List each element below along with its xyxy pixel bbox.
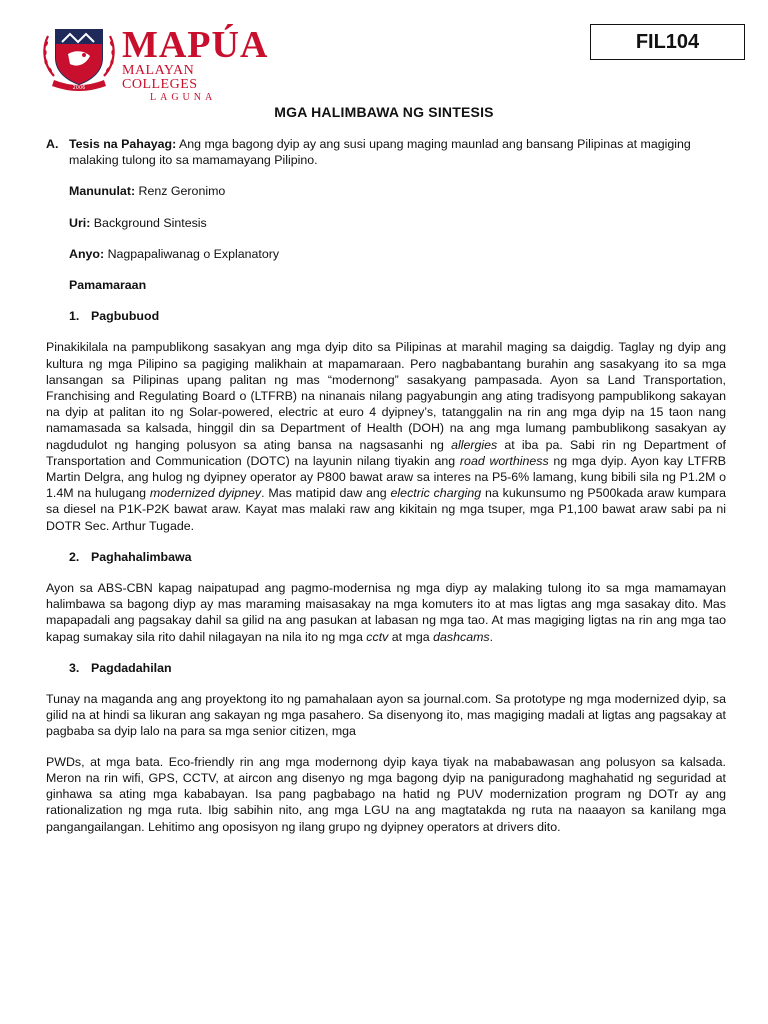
crest-year: 2006 [72, 85, 86, 91]
author-field [69, 183, 726, 199]
text-run: at iba pa. Sabi rin ng Department of Transportation and Communication (DOTC) na layunin nilang tiyakin ang [46, 437, 727, 468]
form-field [69, 246, 726, 262]
section-label: Paghahalimbawa [91, 549, 192, 564]
type-value: Background Sintesis [93, 215, 207, 230]
section-3-paragraph-1: Tunay na maganda ang ang proyektong ito ng pamahalaan ayon sa journal.com. Sa prototype ng mga modernized dyip, sa gilid na at hindi sa likuran ang sakayan ng mga pasahero. Sa disenyong ito, mas magiging madali at ligtas ang pagsakay at pagbaba sa dyip lalo na para sa mga senior citizen, mga [46, 692, 726, 739]
italic-run: electric charging [390, 486, 482, 501]
section-number: 2. [69, 549, 80, 564]
section-heading-3 [69, 660, 726, 676]
italic-run: road worthiness [459, 453, 549, 468]
text-run: . [489, 629, 494, 644]
brand-subtitle: MALAYAN COLLEGES [122, 63, 198, 92]
thesis-marker: A. [46, 137, 59, 151]
type-label: Uri: [69, 215, 91, 230]
thesis-text: Ang mga bagong dyip ay ang susi upang maging maunlad ang bansang Pilipinas at magiging malaking tulong ito sa mamamayang Pilipino. [69, 137, 691, 168]
section-number: 1. [69, 309, 80, 324]
form-label: Anyo: [69, 246, 105, 261]
section-3-paragraph-2: PWDs, at mga bata. Eco-friendly rin ang mga modernong dyip kaya tiyak na mababawasan ang polusyon sa kalsada. Meron na rin wifi, GPS, CCTV, at aircon ang disenyo ng mga bagong dyip na paniguradong maghahatid ng seguridad at ginhawa sa ating mga kababayan. Isa pang pagbabago na hatid ng PUV modernization program ng DOTr ay ang rationalization ng mga ruta. Ibig sabihin nito, ang mga LGU na ang magtatakda ng ruta na naaayon sa kanilang mga pangangailangan. Lehitimo ang oposisyon ng ilang grupo ng dyipney operators at drivers dito. [46, 754, 726, 834]
section-heading-1 [69, 308, 726, 324]
section-heading-2 [69, 549, 726, 565]
italic-run: cctv [366, 629, 389, 644]
text-run: na kukunsumo ng P500kada araw kumpara sa diesel na P1K-P2K bawat araw. Kayat mas malaki raw ang kikitain ng mga tsuper, mga P1,100 bawat araw sabi pa ni DOTR Sec. Arthur Tugade. [46, 486, 726, 533]
brand-location: LAGUNA [150, 92, 217, 103]
section-label: Pagdadahilan [91, 660, 172, 675]
thesis-label: Tesis na Pahayag: [69, 137, 177, 151]
document-body [46, 136, 726, 835]
brand-name: MAPÚA [122, 24, 269, 66]
course-code-box [590, 24, 745, 60]
text-run: at mga [391, 629, 430, 644]
text-run: Pinakikilala na pampublikong sasakyan ang mga dyip dito sa Pilipinas at marahil maging sa daigdig. Taglay ng dyip ang kultura ng mga Pilipino sa pagiging malikhain at mapamaraan. Pero nagbabantang burahin ang sasakyang ito sa mga lansangan sa Pilipinas upang palitan ng mas “modernong” sasakyang pampasada. Ayon sa Land Transportation, Franchising and Regulating Board o (LTFRB) na ninanais nilang pagyabungin ang ating tradisyong pampublikong sakayan na dyip at palitan ito ng Solar-powered, electric at euro 4 dyipney’s, tatanggalin na rin ang mga dyip na 15 taon nang namamasada sa kalsada, hinggil din sa Department of Health (DOH) na ang mga lumang pambublikong sasakyan ay nagdudulot ng hanging polusyon sa ating bansa na nagsasanhi ng [46, 340, 726, 452]
section-2-paragraph [46, 580, 726, 645]
text-run: ng mga dyip. Ayon kay LTFRB Martin Delgra, ang hulog ng dyipney operator ay P800 bawat araw sa interes na P5-6% lamang, kung bibili sila ng P1.2M o 1.4M na hulugang [46, 453, 726, 501]
author-label: Manunulat: [69, 184, 136, 199]
italic-run: dashcams [433, 629, 490, 644]
method-heading: Pamamaraan [69, 278, 147, 293]
section-label: Pagbubuod [91, 309, 160, 324]
section-1-paragraph [46, 339, 726, 533]
type-field [69, 215, 726, 231]
section-number: 3. [69, 660, 80, 675]
text-run: . Mas matipid daw ang [261, 486, 387, 501]
thesis-statement [69, 136, 726, 168]
school-logo [40, 24, 269, 103]
form-value: Nagpapaliwanag o Explanatory [107, 246, 280, 261]
brand-text [122, 26, 268, 104]
page-header [0, 0, 768, 103]
italic-run: modernized dyipney [149, 486, 262, 501]
document-title: MGA HALIMBAWA NG SINTESIS [274, 104, 494, 120]
thesis-item [46, 136, 726, 168]
course-code: FIL104 [635, 30, 700, 53]
italic-run: allergies [451, 437, 498, 452]
text-run: Ayon sa ABS-CBN kapag naipatupad ang pagmo-modernisa ng mga diyp ay malaking tulong ito sa mga mamamayan halimbawa sa bagong diyp ay mas maraming maisasakay na mga komuters ito at mas ligtas ang mga sasakay dito. Mas mapapadali ang pagsakay dahil sa gilid na ang pasukan at labasan ng mga tao. At mas magiging ligtas na rin ang mga tao kapag sumakay sila rito dahil nilagayan na nila ito ng mga [46, 581, 726, 644]
author-value: Renz Geronimo [138, 184, 226, 199]
mapua-crest-icon [40, 24, 118, 92]
